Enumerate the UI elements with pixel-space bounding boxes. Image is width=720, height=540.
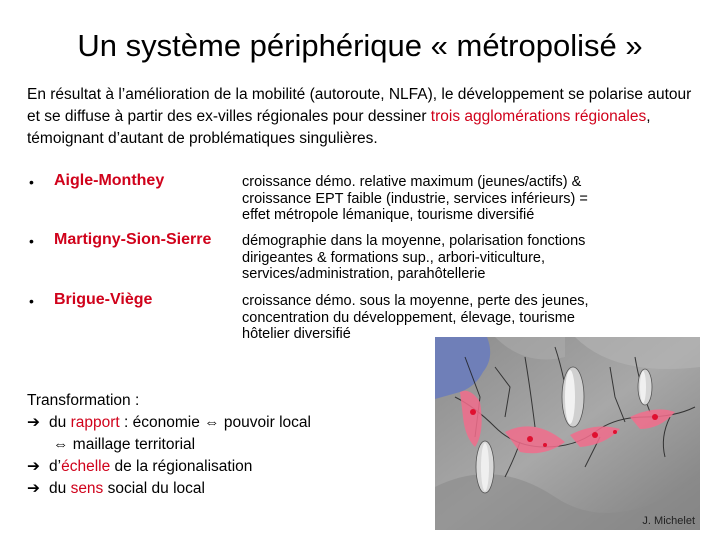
- description-line: croissance EPT faible (industrie, services inférieurs) =: [242, 190, 588, 207]
- bullet-label: Aigle-Monthey: [54, 172, 165, 189]
- description-line: hôtelier diversifié: [242, 326, 351, 342]
- bullet-dot: •: [29, 174, 34, 190]
- intro-highlight: trois agglomérations régionales: [430, 108, 647, 125]
- description-line: dirigeantes & formations sup., arbori-viticulture,: [242, 249, 546, 266]
- transformation-item-sens: [27, 478, 407, 500]
- transformation-heading: Transformation :: [27, 392, 140, 409]
- intro-text-2: , témoignant d’autant de problématiques singulières.: [27, 108, 651, 147]
- item-text: de la régionalisation: [110, 458, 253, 475]
- intro-text-1: En résultat à l’amélioration de la mobilité (autoroute, NLFA), le développement se polarise autour et se diffuse à partir des ex-villes régionales pour dessiner: [27, 86, 692, 125]
- transformation-item-continuation: ⇔ maillage territorial: [53, 436, 196, 453]
- item-highlight: sens: [70, 480, 104, 497]
- bullet-description: [242, 293, 692, 343]
- description-line: concentration du développement, élevage, tourisme: [242, 309, 575, 326]
- description-line: effet métropole lémanique, tourisme diversifié: [242, 207, 535, 223]
- item-prefix: du: [49, 414, 71, 431]
- intro-paragraph: [27, 84, 697, 150]
- arrow-right-icon: ➔: [27, 458, 40, 475]
- transformation-item-rapport: [27, 412, 407, 434]
- transformation-block: [27, 390, 407, 500]
- description-line: croissance démo. relative maximum (jeunes/actifs) &: [242, 174, 582, 190]
- arrow-right-icon: ➔: [27, 480, 40, 497]
- bullet-dot: •: [29, 293, 34, 309]
- description-line: démographie dans la moyenne, polarisation fonctions: [242, 233, 586, 249]
- description-line: services/administration, parahôtellerie: [242, 266, 486, 282]
- item-prefix: d’: [49, 458, 62, 475]
- item-text: : économie ⇔ pouvoir local: [119, 414, 311, 431]
- bullet-description: [242, 174, 692, 224]
- bullet-label: Brigue-Viège: [54, 291, 153, 308]
- transformation-item-echelle: [27, 456, 407, 478]
- arrow-right-icon: ➔: [27, 414, 40, 431]
- bullet-description: [242, 233, 692, 283]
- image-credit: J. Michelet: [642, 515, 695, 527]
- page-title: Un système périphérique « métropolisé »: [77, 28, 643, 63]
- bullet-dot: •: [29, 233, 34, 249]
- item-highlight: rapport: [70, 414, 120, 431]
- item-prefix: du: [49, 480, 71, 497]
- description-line: croissance démo. sous la moyenne, perte des jeunes,: [242, 293, 589, 309]
- item-text: social du local: [103, 480, 205, 497]
- map-illustration: [435, 337, 700, 530]
- item-highlight: échelle: [61, 458, 111, 475]
- regional-map-image: [435, 337, 700, 530]
- bullet-label: Martigny-Sion-Sierre: [54, 231, 212, 248]
